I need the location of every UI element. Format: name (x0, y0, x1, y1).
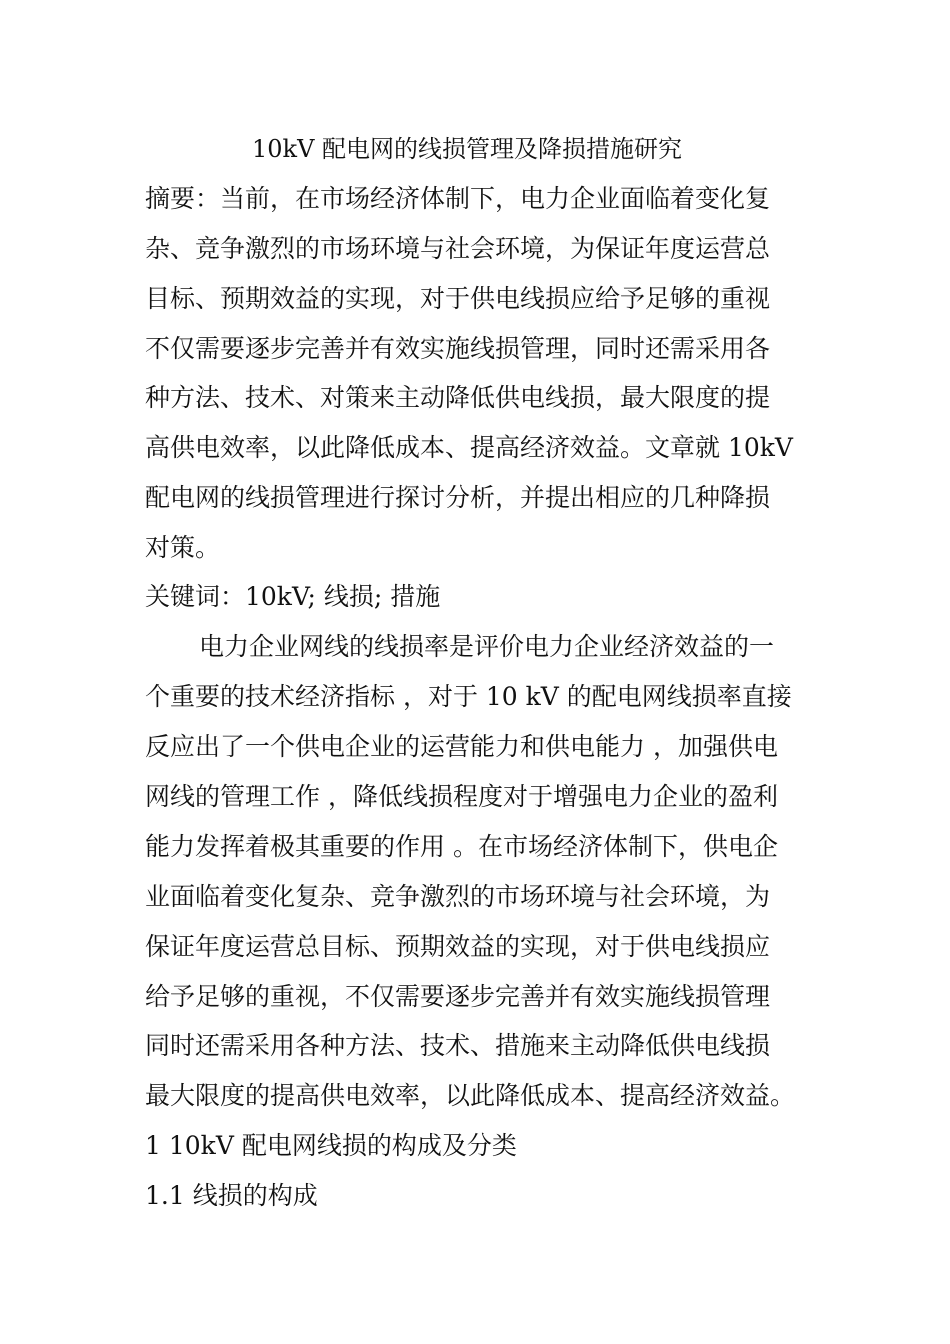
subsection-heading: 1.1 线损的构成 (145, 1181, 318, 1210)
section-heading: 1 10kV 配电网线损的构成及分类 (145, 1131, 517, 1160)
body-line: 业面临着变化复杂、竞争激烈的市场环境与社会环境，为 (145, 882, 771, 911)
abstract-line: 种方法、技术、对策来主动降低供电线损，最大限度的提 (145, 383, 771, 412)
abstract-line: 对策。 (145, 533, 221, 562)
body-line: 网线的管理工作 ，降低线损程度对于增强电力企业的盈利 (145, 782, 778, 811)
abstract-line: 摘要：当前，在市场经济体制下，电力企业面临着变化复 (145, 184, 771, 213)
body-line: 电力企业网线的线损率是评价电力企业经济效益的一 (199, 632, 775, 661)
body-line: 同时还需采用各种方法、技术、措施来主动降低供电线损 (145, 1031, 771, 1060)
body-line: 个重要的技术经济指标 ，对于 10 kV 的配电网线损率直接 (145, 682, 792, 711)
abstract-line: 配电网的线损管理进行探讨分析，并提出相应的几种降损 (145, 483, 771, 512)
body-line: 给予足够的重视，不仅需要逐步完善并有效实施线损管理 (145, 982, 771, 1011)
body-line: 反应出了一个供电企业的运营能力和供电能力 ，加强供电 (145, 732, 778, 761)
abstract-line: 目标、预期效益的实现，对于供电线损应给予足够的重视 (145, 284, 771, 313)
body-line: 最大限度的提高供电效率，以此降低成本、提高经济效益。 (145, 1081, 796, 1110)
keywords-line: 关键词：10kV; 线损; 措施 (145, 582, 441, 611)
document-title: 10kV 配电网的线损管理及降损措施研究 (252, 135, 683, 163)
abstract-line: 不仅需要逐步完善并有效实施线损管理，同时还需采用各 (145, 334, 771, 363)
abstract-line: 高供电效率，以此降低成本、提高经济效益。文章就 10kV (145, 433, 793, 462)
abstract-line: 杂、竞争激烈的市场环境与社会环境，为保证年度运营总 (145, 234, 771, 263)
body-line: 保证年度运营总目标、预期效益的实现，对于供电线损应 (145, 932, 771, 961)
body-line: 能力发挥着极其重要的作用 。在市场经济体制下，供电企 (145, 832, 778, 861)
